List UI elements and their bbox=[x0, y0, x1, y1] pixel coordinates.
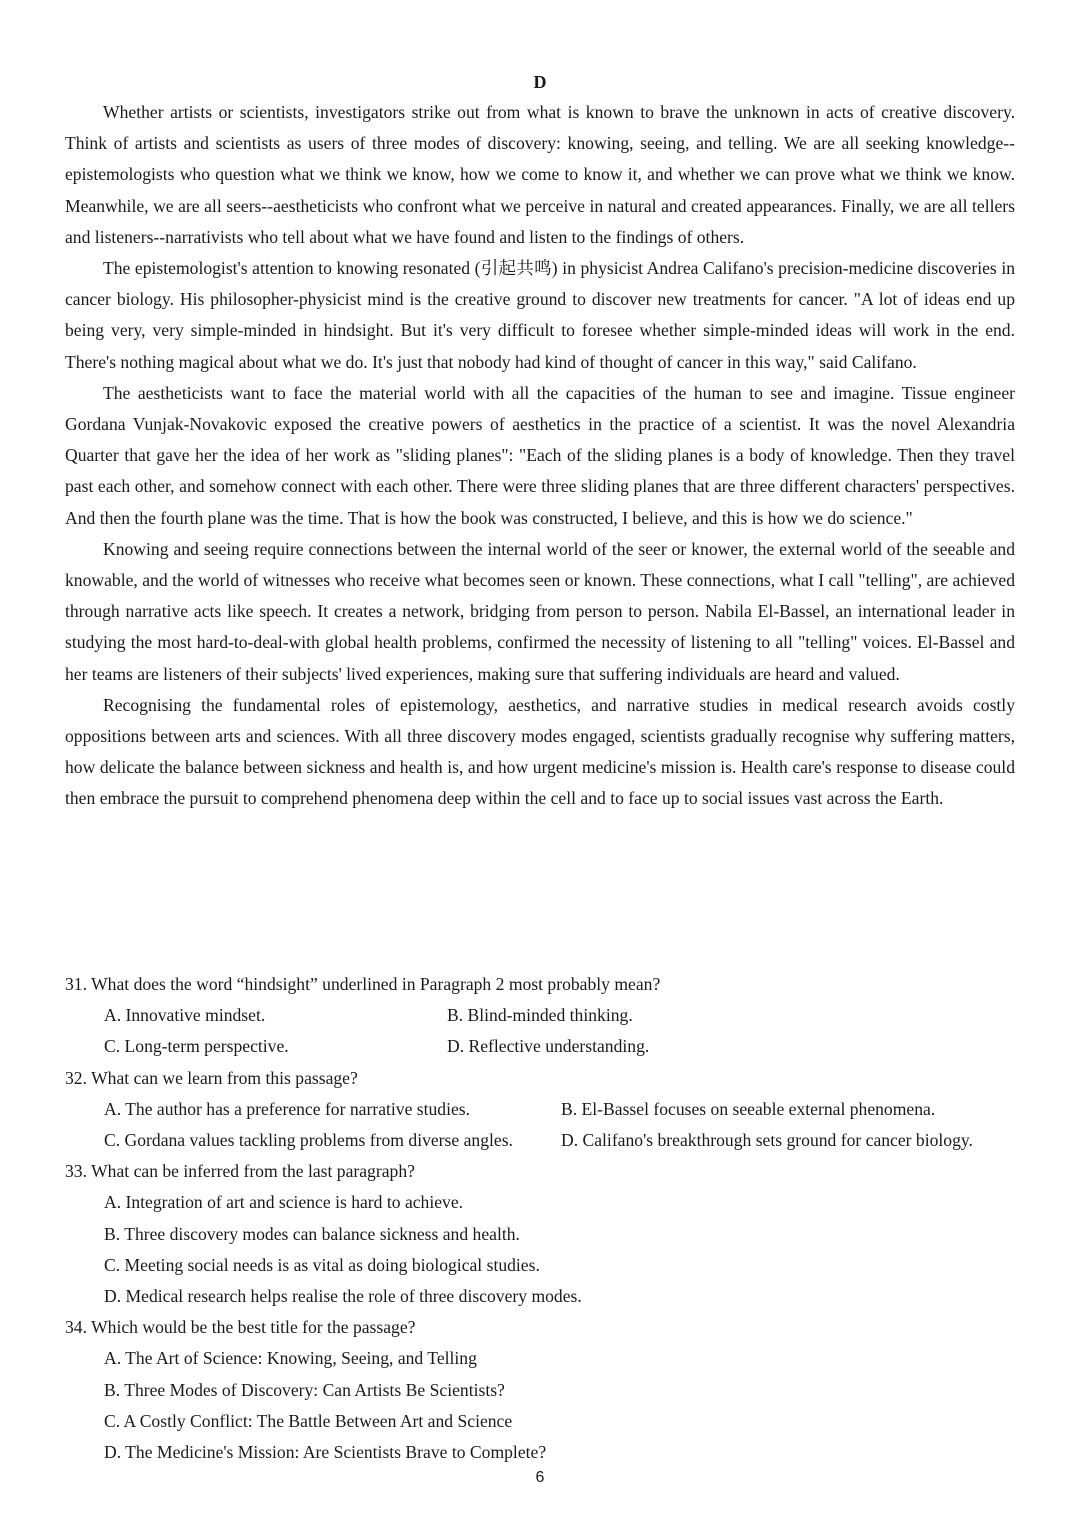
reading-passage bbox=[65, 97, 1015, 815]
option-b[interactable]: B. El-Bassel focuses on seeable external phenomena. bbox=[561, 1098, 936, 1119]
option-d[interactable]: D. Reflective understanding. bbox=[447, 1036, 650, 1057]
option-d[interactable]: D. Medical research helps realise the role of three discovery modes. bbox=[104, 1286, 582, 1307]
paragraph-4: Knowing and seeing require connections between the internal world of the seer or knower, the external world of the seeable and knowable, and the world of witnesses who receive what becomes seen or known. These connections, what I call "telling", are achieved through narrative acts like speech. It creates a network, bridging from person to person. Nabila El-Bassel, an international leader in studying the most hard-to-deal-with global health problems, confirmed the necessity of listening to all "telling" voices. El-Bassel and her teams are listeners of their subjects' lived experiences, making sure that suffering individuals are heard and valued. bbox=[65, 538, 1015, 684]
answer-options bbox=[65, 1343, 1015, 1468]
option-b[interactable]: B. Blind-minded thinking. bbox=[447, 1005, 633, 1026]
question-34 bbox=[65, 1312, 1015, 1468]
answer-options bbox=[65, 1000, 1015, 1062]
answer-options bbox=[65, 1094, 1015, 1156]
question-list bbox=[65, 969, 1015, 1468]
question-stem: 34. Which would be the best title for the passage? bbox=[65, 1317, 416, 1338]
option-d[interactable]: D. The Medicine's Mission: Are Scientists Brave to Complete? bbox=[104, 1442, 547, 1463]
paragraph-5: Recognising the fundamental roles of epistemology, aesthetics, and narrative studies in medical research avoids costly oppositions between arts and sciences. With all three discovery modes engaged, scientists gradually recognise why suffering matters, how delicate the balance between sickness and health is, and how urgent medicine's mission is. Health care's response to disease could then embrace the pursuit to comprehend phenomena deep within the cell and to face up to social issues vast across the Earth. bbox=[65, 694, 1015, 809]
paragraph-1: Whether artists or scientists, investigators strike out from what is known to brave the unknown in acts of creative discovery. Think of artists and scientists as users of three modes of discovery: knowing, seeing, and telling. We are all seeking knowledge--epistemologists who question what we think we know, how we come to know it, and whether we can prove what we think we know. Meanwhile, we are all seers--aestheticists who confront what we perceive in natural and created appearances. Finally, we are all tellers and listeners--narrativists who tell about what we have found and listen to the findings of others. bbox=[65, 102, 1015, 247]
question-stem: 32. What can we learn from this passage? bbox=[65, 1067, 358, 1088]
question-32 bbox=[65, 1063, 1015, 1157]
answer-options bbox=[65, 1187, 1015, 1312]
option-c[interactable]: C. Meeting social needs is as vital as doing biological studies. bbox=[104, 1254, 540, 1275]
option-a[interactable]: A. The author has a preference for narrative studies. bbox=[104, 1098, 471, 1119]
option-b[interactable]: B. Three Modes of Discovery: Can Artists Be Scientists? bbox=[104, 1379, 505, 1400]
option-b[interactable]: B. Three discovery modes can balance sickness and health. bbox=[104, 1223, 520, 1244]
option-c[interactable]: C. Long-term perspective. bbox=[104, 1036, 289, 1057]
option-a[interactable]: A. Integration of art and science is hard to achieve. bbox=[104, 1192, 464, 1213]
section-heading: D bbox=[533, 72, 547, 92]
question-stem: 33. What can be inferred from the last paragraph? bbox=[65, 1161, 415, 1182]
option-c[interactable]: C. Gordana values tackling problems from diverse angles. bbox=[104, 1130, 513, 1151]
option-d[interactable]: D. Califano's breakthrough sets ground for cancer biology. bbox=[561, 1130, 973, 1151]
option-a[interactable]: A. Innovative mindset. bbox=[104, 1005, 266, 1026]
question-stem: 31. What does the word “hindsight” underlined in Paragraph 2 most probably mean? bbox=[65, 974, 661, 994]
paragraph-3: The aestheticists want to face the material world with all the capacities of the human to see and imagine. Tissue engineer Gordana Vunjak-Novakovic exposed the creative powers of aesthetics in the practice of a scientist. It was the novel Alexandria Quarter that gave her the idea of her work as "sliding planes": "Each of the sliding planes is a body of knowledge. Then they travel past each other, and somehow connect with each other. There were three sliding planes that are three different characters' perspectives. And then the fourth plane was the time. That is how the book was constructed, I believe, and this is how we do science." bbox=[65, 382, 1015, 528]
paragraph-2: The epistemologist's attention to knowing resonated (引起共鸣) in physicist Andrea Califano's precision-medicine discoveries in cancer biology. His philosopher-physicist mind is the creative ground to discover new treatments for cancer. "A lot of ideas end up being very, very simple-minded in hindsight. But it's very difficult to foresee whether simple-minded ideas will work in the end. There's nothing magical about what we do. It's just that nobody had kind of thought of cancer in this way," said Califano. bbox=[65, 258, 1015, 372]
question-33 bbox=[65, 1156, 1015, 1312]
question-31 bbox=[65, 969, 1015, 1063]
page-number: 6 bbox=[535, 1469, 545, 1486]
option-c[interactable]: C. A Costly Conflict: The Battle Between Art and Science bbox=[104, 1410, 513, 1431]
option-a[interactable]: A. The Art of Science: Knowing, Seeing, and Telling bbox=[104, 1348, 477, 1369]
